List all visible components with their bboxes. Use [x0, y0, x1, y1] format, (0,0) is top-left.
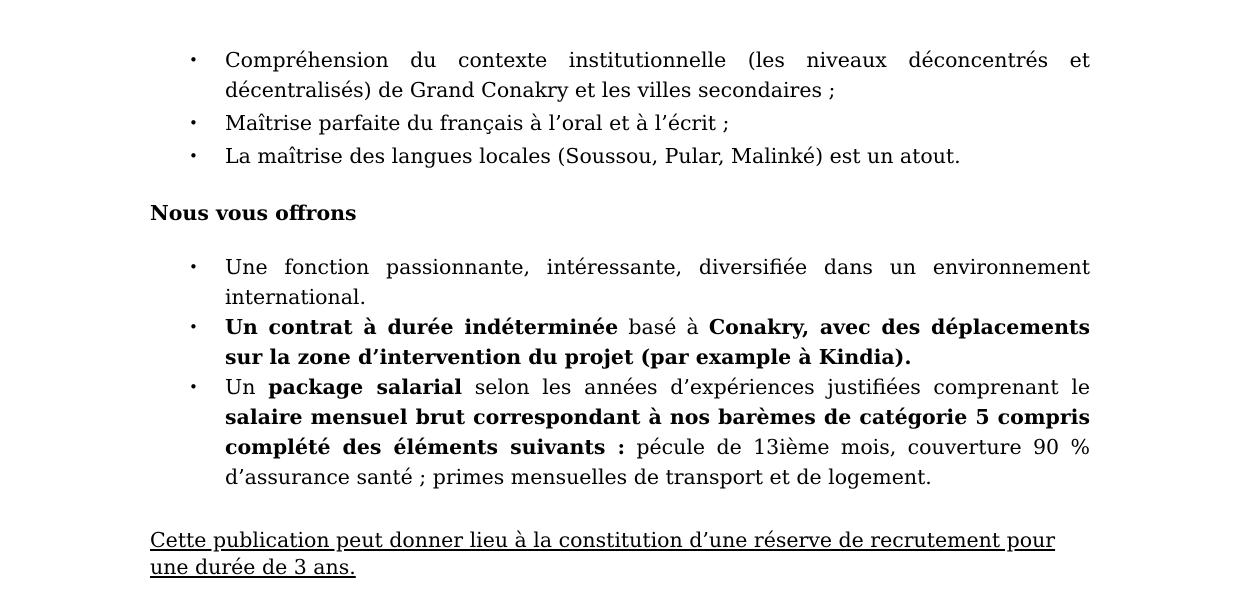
bullet-icon: • [189, 51, 198, 69]
requirements-list [150, 45, 1090, 171]
list-item: • La maîtrise des langues locales (Soussou, Pular, Malinké) est un atout. [150, 141, 1090, 171]
list-item: • Une fonction passionnante, intéressante, diversifiée dans un environnement international. [150, 252, 1090, 312]
recruitment-reserve-note: Cette publication peut donner lieu à la constitution d’une réserve de recrutement pour une durée de 3 ans. [150, 528, 1056, 579]
bullet-icon: • [189, 318, 198, 336]
bullet-icon: • [189, 147, 198, 165]
list-item: • Maîtrise parfaite du français à l’oral et à l’écrit ; [150, 108, 1090, 138]
offer-list [150, 252, 1090, 492]
bullet-icon: • [189, 114, 198, 132]
bullet-icon: • [189, 258, 198, 276]
list-item: • Un contrat à durée indéterminée basé à Conakry, avec des déplacements sur la zone d’intervention du projet (par example à Kindia). [150, 312, 1090, 372]
section-heading: Nous vous offrons [150, 201, 357, 225]
requirements-list-block [150, 45, 1090, 171]
list-item: • Un package salarial selon les années d’expériences justifiées comprenant le salaire mensuel brut correspondant à nos barèmes de catégorie 5 compris complété des éléments suivants : pécule de 13ième mois, couverture 90 % d’assurance santé ; primes mensuelles de transport et de logement. [150, 372, 1090, 492]
offer-list-block [150, 252, 1090, 492]
list-item: • Compréhension du contexte institutionnelle (les niveaux déconcentrés et décentralisés) de Grand Conakry et les villes secondaires ; [150, 45, 1090, 105]
bullet-icon: • [189, 378, 198, 396]
